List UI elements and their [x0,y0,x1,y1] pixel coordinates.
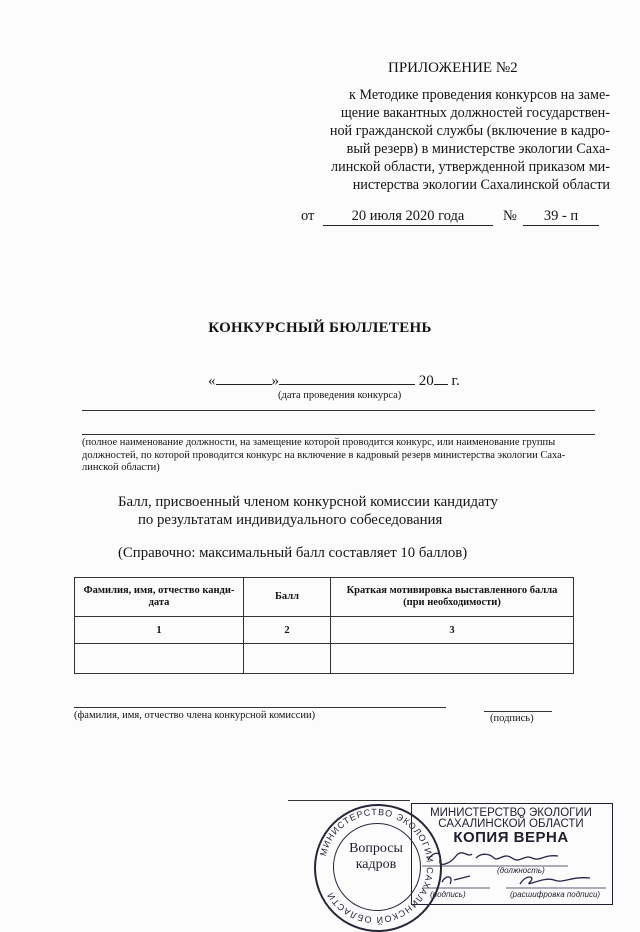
header-cell-name: Фамилия, имя, отчество канди-дата [75,578,244,617]
table-number-row [75,617,574,644]
contest-date-line [208,370,460,390]
member-name-line [74,707,446,708]
position-caption [82,437,602,475]
reference-note: (Справочно: максимальный балл составляет 10 баллов) [118,545,468,561]
appendix-line: линской области, утвержденной приказом ми- [331,159,610,175]
appendix-line: ной гражданской службы (включение в кадро- [329,123,610,139]
table-row [75,644,574,674]
appendix-line: нистерства экологии Сахалинской области [352,177,610,193]
year-blank [434,370,448,385]
signature-line [484,711,552,712]
appendix-line: вый резерв) в министерстве экологии Саха- [346,141,610,157]
empty-cell[interactable] [331,644,574,674]
header-cell-motivation: Краткая мотивировка выставленного балла (при необходимости) [331,578,574,617]
stamp-position-caption: (должность) [497,866,545,875]
month-blank [279,370,415,385]
stamp-sign-caption: (подпись) [430,890,466,899]
year-prefix: 20 [418,373,434,389]
signature-caption: (подпись) [490,713,534,724]
number-cell: 1 [75,617,244,644]
table-header-row [75,578,574,617]
position-line [82,410,595,411]
number-cell: 3 [331,617,574,644]
seal-center-line: Вопросы [349,841,403,856]
seal-center [336,841,416,873]
year-suffix: г. [451,373,460,389]
appendix-line: к Методике проведения конкурсов на заме- [348,87,610,103]
document-title: КОНКУРСНЫЙ БЮЛЛЕТЕНЬ [208,320,432,336]
stamp-decode-caption: (расшифровка подписи) [510,890,601,899]
score-table [74,577,574,674]
position-line [82,434,595,435]
score-text-line: по результатам индивидуального собеседования [138,512,443,528]
stamp-top-line [288,800,410,801]
empty-cell[interactable] [75,644,244,674]
empty-cell[interactable] [244,644,331,674]
order-date: 20 июля 2020 года [323,208,493,226]
stamp-ministry-line: САХАЛИНСКОЙ ОБЛАСТИ [438,818,584,830]
stamp-copy-label: КОПИЯ ВЕРНА [453,829,569,846]
seal-ring-label: МИНИСТЕРСТВО ЭКОЛОГИИ САХАЛИНСКОЙ ОБЛАСТИ [318,806,436,926]
stamp-ministry-line: МИНИСТЕРСТВО ЭКОЛОГИИ [430,807,592,819]
header-cell-score: Балл [244,578,331,617]
close-quote: » [271,373,279,389]
order-number: 39 - п [523,208,599,226]
seal-center-line: кадров [355,857,397,872]
position-caption-line: должностей, по которой проводится конкурс на включение в кадровый резерв министерства экологии Саха- [82,449,566,461]
day-blank [216,370,272,385]
position-caption-line: линской области) [82,462,160,473]
order-from-label: от [301,208,315,224]
order-number-label: № [503,208,517,224]
date-caption: (дата проведения конкурса) [278,390,402,401]
open-quote: « [208,373,216,389]
appendix-description [304,86,610,194]
appendix-title: ПРИЛОЖЕНИЕ №2 [388,60,518,76]
position-caption-line: (полное наименование должности, на замещение которой проводится конкурс, или наименование группы [82,437,556,448]
member-name-caption: (фамилия, имя, отчество члена конкурсной комиссии) [74,710,316,721]
stamp-content [413,807,609,846]
appendix-line: щение вакантных должностей государствен- [340,105,610,121]
score-text-line: Балл, присвоенный членом конкурсной комиссии кандидату [118,494,498,510]
number-cell: 2 [244,617,331,644]
